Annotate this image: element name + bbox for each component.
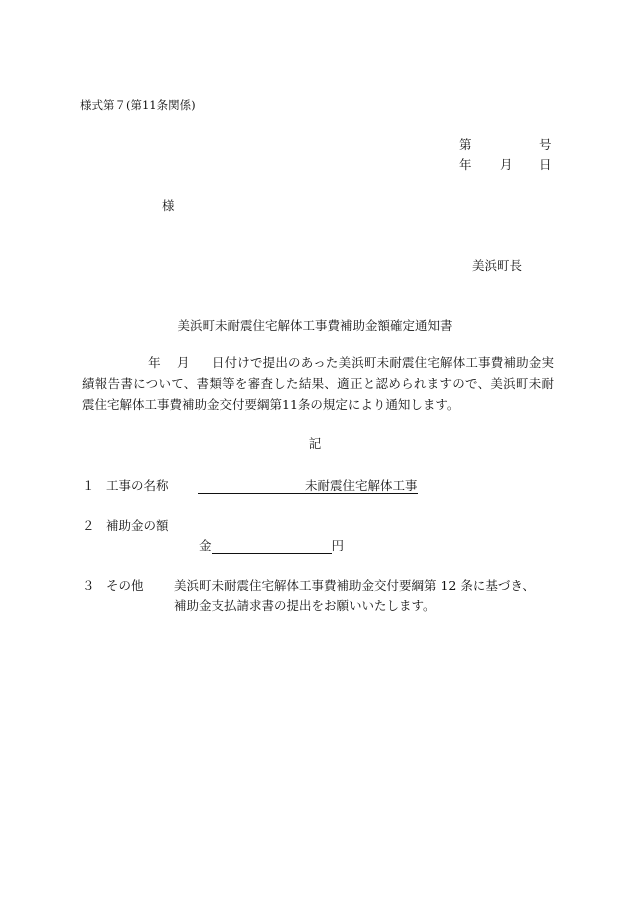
document-title: 美浜町未耐震住宅解体工事費補助金額確定通知書 bbox=[177, 318, 453, 333]
amount-blank-line bbox=[212, 538, 332, 554]
item-3-label: その他 bbox=[106, 578, 144, 593]
issuer: 美浜町長 bbox=[472, 258, 523, 273]
date-day: 日 bbox=[539, 157, 552, 172]
body-date-month: 月 bbox=[176, 355, 190, 370]
body-paragraph bbox=[82, 352, 554, 415]
item-1-value bbox=[198, 478, 418, 494]
addressee-suffix: 様 bbox=[162, 198, 175, 213]
date-year: 年 bbox=[459, 157, 472, 172]
body-text: 日付けで提出のあった美浜町未耐震住宅解体工事費補助金実績報告書について、書類等を審査した結果、適正と認められますので、美浜町未耐震住宅解体工事費補助金交付要綱第11条の規定により通知します。 bbox=[82, 355, 554, 412]
amount-suffix: 円 bbox=[331, 538, 345, 553]
amount-prefix: 金 bbox=[199, 538, 212, 553]
number-suffix: 号 bbox=[539, 137, 552, 152]
body-date-year: 年 bbox=[148, 355, 161, 370]
item-3-number: ３ bbox=[82, 578, 95, 593]
item-1-label: 工事の名称 bbox=[106, 478, 169, 493]
number-prefix: 第 bbox=[459, 137, 472, 152]
form-number: 様式第７(第11条関係) bbox=[80, 98, 196, 112]
item-1-number: １ bbox=[82, 478, 95, 493]
item-2-number: ２ bbox=[82, 518, 95, 533]
item-1-blank-line bbox=[198, 478, 305, 494]
construction-name: 未耐震住宅解体工事 bbox=[305, 478, 418, 493]
item-2-label: 補助金の額 bbox=[106, 518, 169, 533]
item-3-text-line-1: 美浜町未耐震住宅解体工事費補助金交付要綱第 12 条に基づき、 bbox=[174, 578, 535, 593]
item-3-text-line-2: 補助金支払請求書の提出をお願いいたします。 bbox=[174, 598, 436, 613]
ki-heading: 記 bbox=[308, 436, 322, 451]
date-month: 月 bbox=[500, 157, 513, 172]
subsidy-amount bbox=[199, 538, 344, 554]
